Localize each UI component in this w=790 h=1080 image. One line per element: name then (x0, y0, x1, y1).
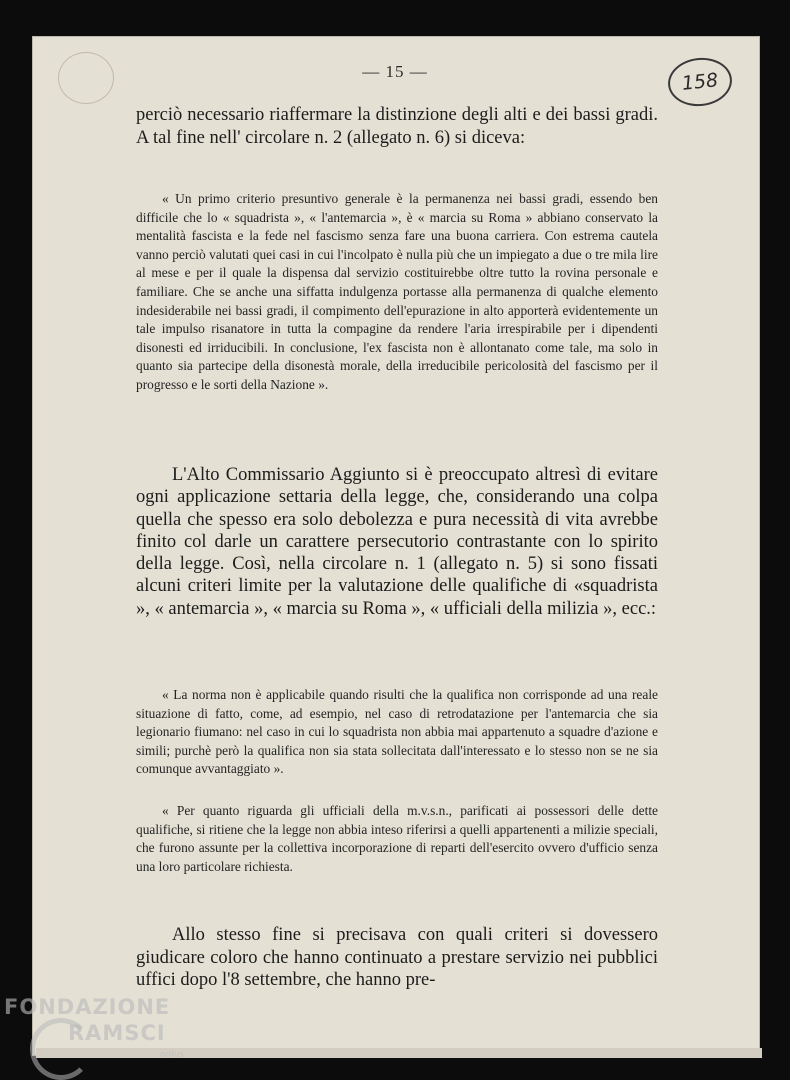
paragraph-allo-stesso-fine (136, 924, 658, 992)
paragraph-alto-commissario (136, 464, 658, 620)
paragraph-intro (136, 104, 658, 149)
watermark-sub: onlus (160, 1050, 185, 1060)
watermark (4, 994, 170, 1046)
quote-text: « La norma non è applicabile quando risulti che la qualifica non corrisponde ad una reale situazione di fatto, come, ad esempio, nel caso di retrodatazione per l'antemarcia che sia legionario fiumano: nel caso in cui lo squadrista non abbia mai appartenuto a squadre d'azione e simili; purchè però la qualifica non sia stata sollecitata dall'interessato e lo stesso non se ne sia comunque avvantaggiato ». (136, 687, 658, 777)
page-number: — 15 — (362, 62, 428, 81)
paragraph-text: Allo stesso fine si precisava con quali criteri si dovessero giudicare coloro che hanno continuato a prestare servizio nei pubblici uffici dopo l'8 settembre, che hanno pre- (136, 925, 658, 990)
watermark-line2: RAMSCI (68, 1021, 166, 1045)
quote-text: « Un primo criterio presuntivo generale è la permanenza nei bassi gradi, essendo ben difficile che lo « squadrista », « l'antemarcia », è « marcia su Roma » abbiano conservato la mentalità fascista e la fede nel fascismo senza fare una buona carriera. Con estrema cautela vanno perciò valutati quei casi in cui l'incolpato è nulla più che un impiegato a due o tre mila lire al mese e per il quale la dispensa dal servizio costituirebbe oltre tutto la rovina personale e familiare. Che se anche una siffatta indulgenza portasse alla permanenza di qualche elemento indesiderabile nei bassi gradi, il compimento dell'epurazione in alto apporterà evidentemente un tale impulso risanatore in tutta la compagine da rendere l'aria irrespirabile per i dipendenti disonesti ed irriducibili. In conclusione, l'ex fascista non è allontanato come tale, ma solo in quanto sia partecipe della disonestà morale, della irreducibile pericolosità del fascismo per il progresso e le sorti della Nazione ». (136, 191, 658, 392)
quote-circolare-2 (136, 190, 658, 395)
quote-circolare-1-ufficiali (136, 802, 658, 876)
quote-text: « Per quanto riguarda gli ufficiali della m.v.s.n., parificati ai possessori delle dette qualifiche, si ritiene che la legge non abbia inteso riferirsi a quelli appartenenti a milizie speciali, che furono assunte per la collettiva incorporazione di reparti dell'esercito ovvero d'ufficio senza una loro particolare richiesta. (136, 803, 658, 874)
handwritten-folio-number: 158 (666, 55, 735, 109)
paragraph-text: L'Alto Commissario Aggiunto si è preoccupato altresì di evitare ogni applicazione settaria della legge, che, considerando una colpa quella che spesso era solo debolezza e pura necessità di vita avrebbe finito col darle un carattere persecutorio contrastante con lo spirito della legge. Così, nella circolare n. 1 (allegato n. 5) si sono fissati alcuni criteri limite per la valutazione delle qualifiche di «squadrista », « antemarcia », « marcia su Roma », « ufficiali della milizia », ecc.: (136, 465, 658, 619)
quote-circolare-1-norma (136, 686, 658, 779)
page-edge (36, 1048, 762, 1058)
paragraph-text: perciò necessario riaffermare la distinzione degli alti e dei bassi gradi. A tal fine nell' circolare n. 2 (allegato n. 6) si diceva: (136, 105, 658, 148)
watermark-line1: FONDAZIONE (4, 995, 171, 1019)
